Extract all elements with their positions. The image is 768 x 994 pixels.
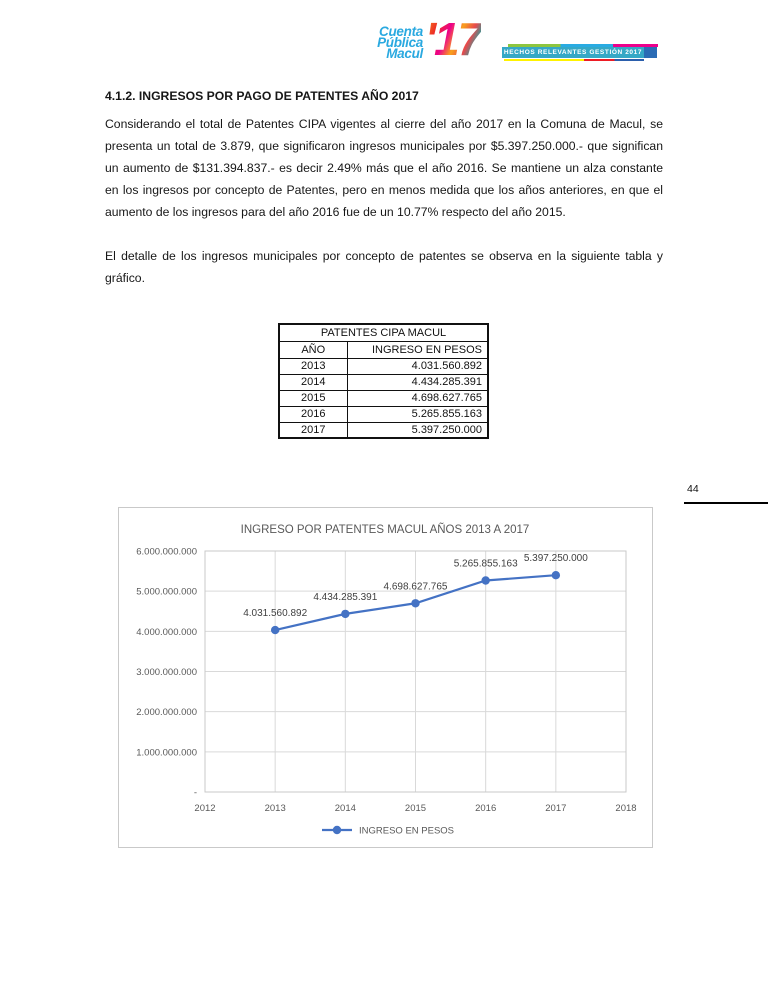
cell-ingreso: 4.031.560.892 — [347, 358, 488, 374]
data-point-label: 4.698.627.765 — [383, 581, 448, 593]
y-tick-label: 6.000.000.000 — [136, 546, 197, 558]
table-title: PATENTES CIPA MACUL — [279, 324, 488, 341]
data-point-marker — [271, 626, 279, 634]
y-tick-label: 4.000.000.000 — [136, 626, 197, 638]
cell-year: 2016 — [279, 406, 347, 422]
x-tick-label: 2012 — [194, 803, 216, 814]
table-row — [279, 390, 488, 406]
table-title-row — [279, 324, 488, 341]
x-tick-label: 2018 — [615, 803, 637, 814]
data-point-marker — [481, 576, 489, 584]
legend-point-marker — [333, 826, 341, 834]
y-tick-label: - — [193, 787, 197, 799]
cell-ingreso: 4.698.627.765 — [347, 390, 488, 406]
legend-label: INGRESO EN PESOS — [359, 825, 455, 837]
patentes-table — [278, 323, 489, 439]
column-header-ingreso: INGRESO EN PESOS — [347, 341, 488, 358]
paragraph-1: Considerando el total de Patentes CIPA vigentes al cierre del año 2017 en la Comuna de Macul, se presenta un total de 3.879, que significaron ingresos municipales por $5.397.250.000.- que significan un aumento de $131.394.837.- es decir 2.49% más que el año 2016. Se mantiene un alza constante en los ingresos por concepto de Patentes, pero en menos medida que los años anteriores, en que el aumento de los ingresos para del año 2016 fue de un 10.77% respecto del año 2015. — [105, 117, 663, 219]
patentes-table-wrap — [278, 323, 489, 439]
banner-bottom-stripe — [504, 59, 644, 62]
section-heading: 4.1.2. INGRESOS POR PAGO DE PATENTES AÑO 2017 — [105, 89, 419, 103]
y-tick-label: 2.000.000.000 — [136, 707, 197, 719]
chart-title: INGRESO POR PATENTES MACUL AÑOS 2013 A 2017 — [240, 524, 530, 536]
cell-ingreso: 5.397.250.000 — [347, 422, 488, 438]
table-row — [279, 422, 488, 438]
y-tick-label: 1.000.000.000 — [136, 747, 197, 759]
x-tick-label: 2017 — [545, 803, 567, 814]
paragraph-2: El detalle de los ingresos municipales por concepto de patentes se observa en la siguiente tabla y gráfico. — [105, 249, 663, 285]
x-tick-label: 2014 — [334, 803, 356, 814]
banner-end-segment — [644, 47, 657, 58]
logo-wordmark — [355, 26, 423, 59]
table-row — [279, 358, 488, 374]
x-tick-label: 2015 — [404, 803, 427, 814]
patentes-line-chart — [118, 507, 653, 848]
data-point-label: 5.265.855.163 — [453, 558, 518, 570]
chart-canvas — [119, 508, 652, 847]
data-point-label: 4.031.560.892 — [243, 608, 308, 620]
table-row — [279, 406, 488, 422]
y-tick-label: 3.000.000.000 — [136, 667, 197, 678]
x-tick-label: 2016 — [475, 803, 497, 814]
logo-word-publica: Pública — [377, 35, 423, 50]
cell-ingreso: 4.434.285.391 — [347, 374, 488, 390]
table-header-row — [279, 341, 488, 358]
cell-year: 2014 — [279, 374, 347, 390]
y-tick-label: 5.000.000.000 — [136, 586, 197, 598]
data-point-marker — [552, 571, 560, 579]
page-number-rule — [684, 502, 768, 504]
logo-word-cuenta: Cuenta — [379, 24, 423, 39]
logo-word-macul: Macul — [386, 46, 423, 61]
cell-ingreso: 5.265.855.163 — [347, 406, 488, 422]
data-point-label: 4.434.285.391 — [313, 591, 378, 603]
cell-year: 2017 — [279, 422, 347, 438]
header-banner: HECHOS RELEVANTES GESTIÓN 2017 — [503, 49, 643, 56]
column-header-ano: AÑO — [279, 341, 347, 358]
cell-year: 2015 — [279, 390, 347, 406]
data-point-marker — [341, 610, 349, 618]
header-logo — [355, 13, 660, 68]
data-point-label: 5.397.250.000 — [523, 553, 588, 565]
data-point-marker — [411, 599, 419, 607]
x-tick-label: 2013 — [264, 803, 286, 814]
page-number: 44 — [687, 483, 699, 495]
logo-year-17: '17 — [425, 13, 482, 65]
table-row — [279, 374, 488, 390]
cell-year: 2013 — [279, 358, 347, 374]
